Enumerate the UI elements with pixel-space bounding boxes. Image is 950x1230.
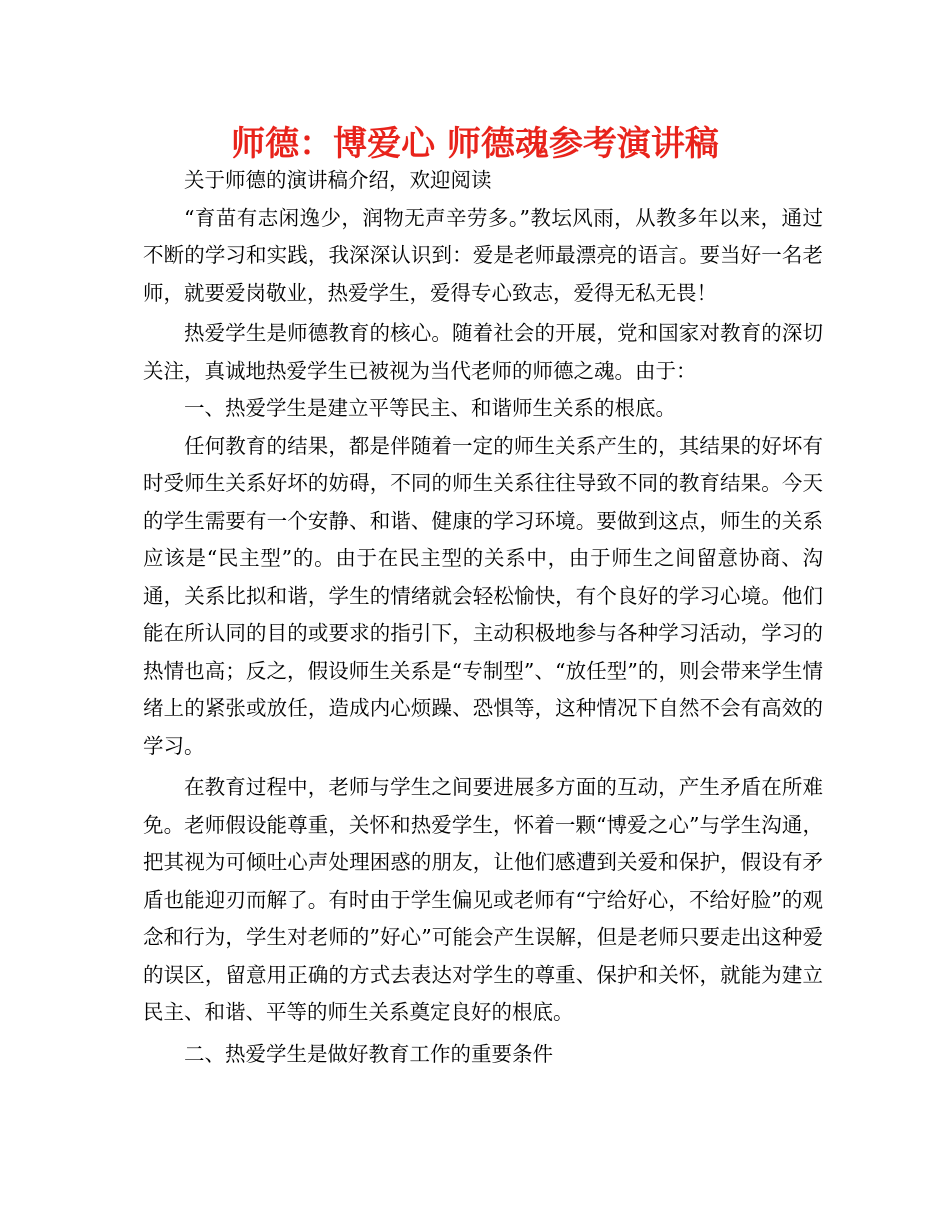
paragraph-relationship: 任何教育的结果，都是伴随着一定的师生关系产生的，其结果的好坏有时受师生关系好坏的妨碍，不同的师生关系往往导致不同的教育结果。今天的学生需要有一个安静、和谐、健康的学习环境。要做到这点，师生的关系应该是“民主型”的。由于在民主型的关系中，由于师生之间留意协商、沟通，关系比拟和谐，学生的情绪就会轻松愉快，有个良好的学习心境。他们能在所认同的目的或要求的指引下，主动积极地参与各种学习活动，学习的热情也高；反之，假设师生关系是“专制型”、“放任型”的，则会带来学生情绪上的紧张或放任，造成内心烦躁、恐惧等，这种情况下自然不会有高效的学习。 [143,433,823,758]
document-title: 师德：博爱心 师德魂参考演讲稿 [231,124,719,164]
heading-section-one: 一、热爱学生是建立平等民主、和谐师生关系的根底。 [184,396,676,420]
heading-section-two: 二、热爱学生是做好教育工作的重要条件 [184,1041,553,1066]
paragraph-intro: 关于师德的演讲稿介绍，欢迎阅读 [184,168,492,192]
paragraph-opening: “育苗有志闲逸少，润物无声辛劳多。”教坛风雨，从教多年以来，通过不断的学习和实践，我深深认识到：爱是老师最漂亮的语言。要当好一名老师，就要爱岗敬业，热爱学生，爱得专心致志，爱得无私无畏！ [143,205,823,305]
paragraph-core: 热爱学生是师德教育的核心。随着社会的开展，党和国家对教育的深切关注，真诚地热爱学生已被视为当代老师的师德之魂。由于： [143,321,823,383]
document-body [143,162,823,1073]
paragraph-interaction: 在教育过程中，老师与学生之间要进展多方面的互动，产生矛盾在所难免。老师假设能尊重，关怀和热爱学生，怀着一颗“博爱之心”与学生沟通，把其视为可倾吐心声处理困惑的朋友，让他们感遭到关爱和保护，假设有矛盾也能迎刃而解了。有时由于学生偏见或老师有“宁给好心，不给好脸”的观念和行为，学生对老师的”好心”可能会产生误解，但是老师只要走出这种爱的误区，留意用正确的方式去表达对学生的尊重、保护和关怀，就能为建立民主、和谐、平等的师生关系奠定良好的根底。 [143,775,823,1024]
